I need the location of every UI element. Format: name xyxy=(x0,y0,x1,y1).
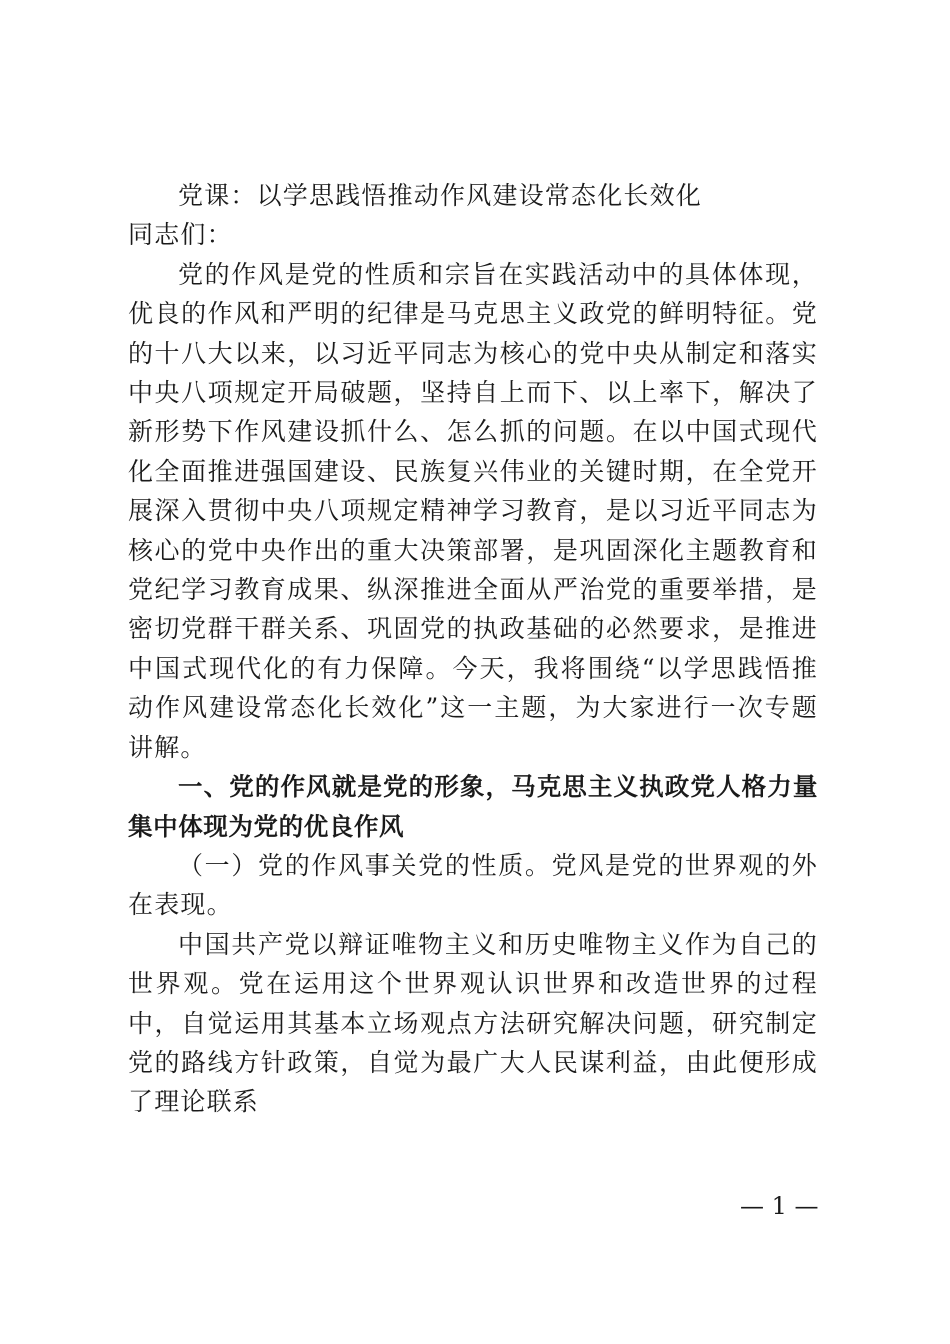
subsection-heading: （一）党的作风事关党的性质。党风是党的世界观的外在表现。 xyxy=(128,850,818,920)
document-title: 党课：以学思践悟推动作风建设常态化长效化 xyxy=(178,181,703,210)
page-number: — 1 — xyxy=(740,1192,819,1220)
section-heading: 一、党的作风就是党的形象，马克思主义执政党人格力量集中体现为党的优良作风 xyxy=(128,772,818,841)
document-body xyxy=(128,176,818,1122)
salutation: 同志们： xyxy=(128,220,233,250)
body-paragraph: 中国共产党以辩证唯物主义和历史唯物主义作为自己的世界观。党在运用这个世界观认识世界和改造世界的过程中，自觉运用其基本立场观点方法研究解决问题，研究制定党的路线方针政策，自觉为最广大人民谋利益，由此便形成了理论联系 xyxy=(128,929,818,1117)
intro-paragraph: 党的作风是党的性质和宗旨在实践活动中的具体体现，优良的作风和严明的纪律是马克思主义政党的鲜明特征。党的十八大以来，以习近平同志为核心的党中央从制定和落实中央八项规定开局破题，坚持自上而下、以上率下，解决了新形势下作风建设抓什么、怎么抓的问题。在以中国式现代化全面推进强国建设、民族复兴伟业的关键时期，在全党开展深入贯彻中央八项规定精神学习教育，是以习近平同志为核心的党中央作出的重大决策部署，是巩固深化主题教育和党纪学习教育成果、纵深推进全面从严治党的重要举措，是密切党群干群关系、巩固党的执政基础的必然要求，是推进中国式现代化的有力保障。今天，我将围绕“以学思践悟推动作风建设常态化长效化”这一主题，为大家进行一次专题讲解。 xyxy=(128,259,818,762)
